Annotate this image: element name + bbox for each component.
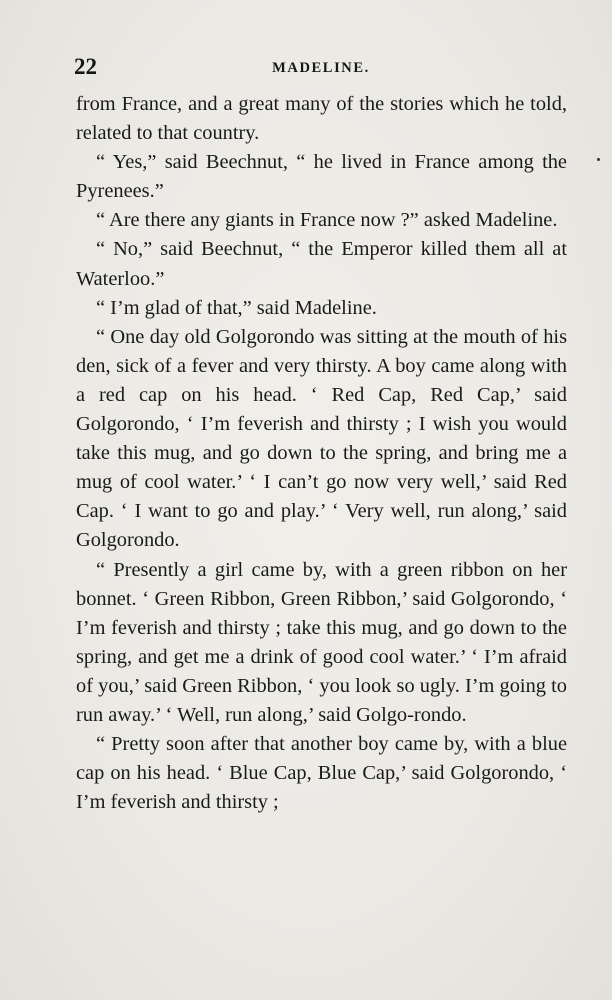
paragraph: “ I’m glad of that,” said Madeline. xyxy=(96,296,377,319)
margin-speck xyxy=(597,158,600,161)
paragraph: “ Yes,” said Beechnut, “ he lived in France among the Pyrenees.” xyxy=(76,151,567,203)
paragraph: “ No,” said Beechnut, “ the Emperor killed them all at Waterloo.” xyxy=(76,238,567,290)
page-number: 22 xyxy=(74,54,97,79)
paragraph: “ Are there any giants in France now ?” asked Madeline. xyxy=(96,209,558,232)
page-header xyxy=(74,54,568,82)
paragraph: “ Pretty soon after that another boy came by, with a blue cap on his head. ‘ Blue Cap, Blue Cap,’ said Golgorondo, ‘ I’m feverish and thirsty ; xyxy=(76,733,567,814)
running-title: MADELINE. xyxy=(272,60,370,76)
paragraph: “ Presently a girl came by, with a green ribbon on her bonnet. ‘ Green Ribbon, Green Ribbon,’ said Golgorondo, ‘ I’m feverish and thirsty ; take this mug, and go down to the spring, and get me a drink of good cool water.’ ‘ I’m afraid of you,’ said Green Ribbon, ‘ you look so ugly. I’m going to run away.’ ‘ Well, run along,’ said Golgo-rondo. xyxy=(76,558,567,726)
body-text xyxy=(76,90,567,817)
paragraph-continuation: from France, and a great many of the stories which he told, related to that country. xyxy=(76,93,567,145)
paragraph: “ One day old Golgorondo was sitting at the mouth of his den, sick of a fever and very thirsty. A boy came along with a red cap on his head. ‘ Red Cap, Red Cap,’ said Golgorondo, ‘ I’m feverish and thirsty ; I wish you would take this mug, and go down to the spring, and bring me a mug of cool water.’ ‘ I can’t go now very well,’ said Red Cap. ‘ I want to go and play.’ ‘ Very well, run along,’ said Golgorondo. xyxy=(76,325,567,552)
